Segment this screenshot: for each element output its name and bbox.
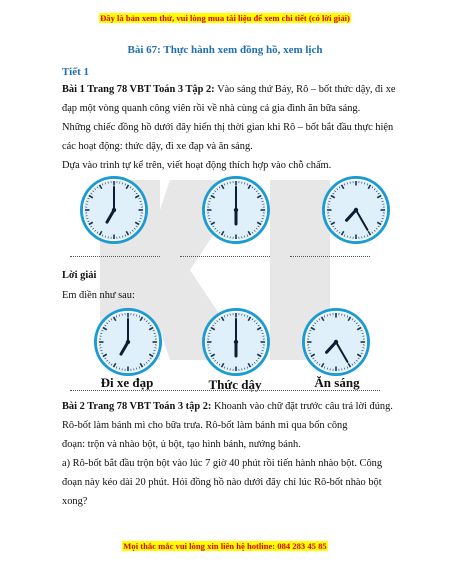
exercise-1 xyxy=(62,80,408,175)
exercise-2-line-2: Rô-bốt làm bánh mì cho bữa trưa. Rô-bốt làm bánh mì qua bốn công xyxy=(62,420,348,431)
clock-face xyxy=(92,306,164,378)
clock-center xyxy=(334,340,338,344)
clock-row-answer xyxy=(62,306,408,382)
exercise-2-line-3: đoạn: trộn và nhào bột, ủ bột, tạo hình bánh, nướng bánh. xyxy=(62,439,301,450)
exercise-2-label: Bài 2 Trang 78 VBT Toán 3 tập 2: xyxy=(62,401,212,412)
clock-center xyxy=(354,208,358,212)
clock-center xyxy=(126,340,130,344)
clock-face xyxy=(300,306,372,378)
exercise-1-text: Vào sáng thứ Bảy, Rô – bốt thức dậy, đi xe xyxy=(214,84,396,95)
solution-intro: Em điền như sau: xyxy=(62,290,135,301)
clock-caption: Đi xe đạp xyxy=(100,375,154,390)
exercise-1-line-3: Những chiếc đồng hồ dưới đây hiển thị thời gian khi Rô – bốt bắt đầu thực hiện xyxy=(62,122,394,133)
exercise-1-line-1 xyxy=(62,80,408,99)
exercise-2-line-4: a) Rô-bốt bắt đầu trộn bột vào lúc 7 giờ 40 phút rồi tiến hành nhào bột. Công xyxy=(62,458,383,469)
clock-center xyxy=(234,208,238,212)
exercise-2-line-6: xong? xyxy=(62,496,88,507)
exercise-1-label: Bài 1 Trang 78 VBT Toán 3 Tập 2: xyxy=(62,84,215,95)
exercise-2 xyxy=(62,397,408,511)
exercise-2-text: Khoanh vào chữ đặt trước câu trả lời đúng. xyxy=(211,401,393,412)
section-heading: Tiết 1 xyxy=(62,66,89,78)
answer-blank[interactable] xyxy=(70,256,160,257)
exercise-1-line-2: đạp một vòng quanh công viên rồi về nhà cùng cả gia đình ăn bữa sáng. xyxy=(62,103,361,114)
clock-face xyxy=(200,306,272,378)
footer-notice: Mọi thắc mắc vui lòng xin liên hệ hotline: 084 283 45 85 xyxy=(123,541,327,551)
clock-face xyxy=(200,174,272,246)
lesson-title: Bài 67: Thực hành xem đồng hồ, xem lịch xyxy=(127,44,323,56)
exercise-1-line-4: các hoạt động: thức dậy, đi xe đạp và ăn sáng. xyxy=(62,141,253,152)
clock-center xyxy=(234,340,238,344)
caption-underline xyxy=(70,390,380,391)
clock-center xyxy=(112,208,116,212)
clock-face xyxy=(320,174,392,246)
clock-caption: Thức dậy xyxy=(208,377,262,392)
clock-row-question xyxy=(62,174,408,250)
header-notice: Đây là bản xem thử, vui lòng mua tài liệu để xem chi tiết (có lời giải) xyxy=(100,13,350,23)
clock-face xyxy=(78,174,150,246)
exercise-2-line-5: đoạn này kéo dài 20 phút. Hỏi đồng hồ nào dưới đây chỉ lúc Rô-bốt nhào bột xyxy=(62,477,382,488)
answer-blank[interactable] xyxy=(290,256,370,257)
exercise-2-line-1 xyxy=(62,397,408,416)
exercise-1-line-5: Dựa vào trình tự kể trên, viết hoạt động thích hợp vào chỗ chấm. xyxy=(62,160,332,171)
answer-blank[interactable] xyxy=(180,256,270,257)
clock-caption: Ăn sáng xyxy=(314,375,360,390)
solution-heading: Lời giải xyxy=(62,270,97,281)
